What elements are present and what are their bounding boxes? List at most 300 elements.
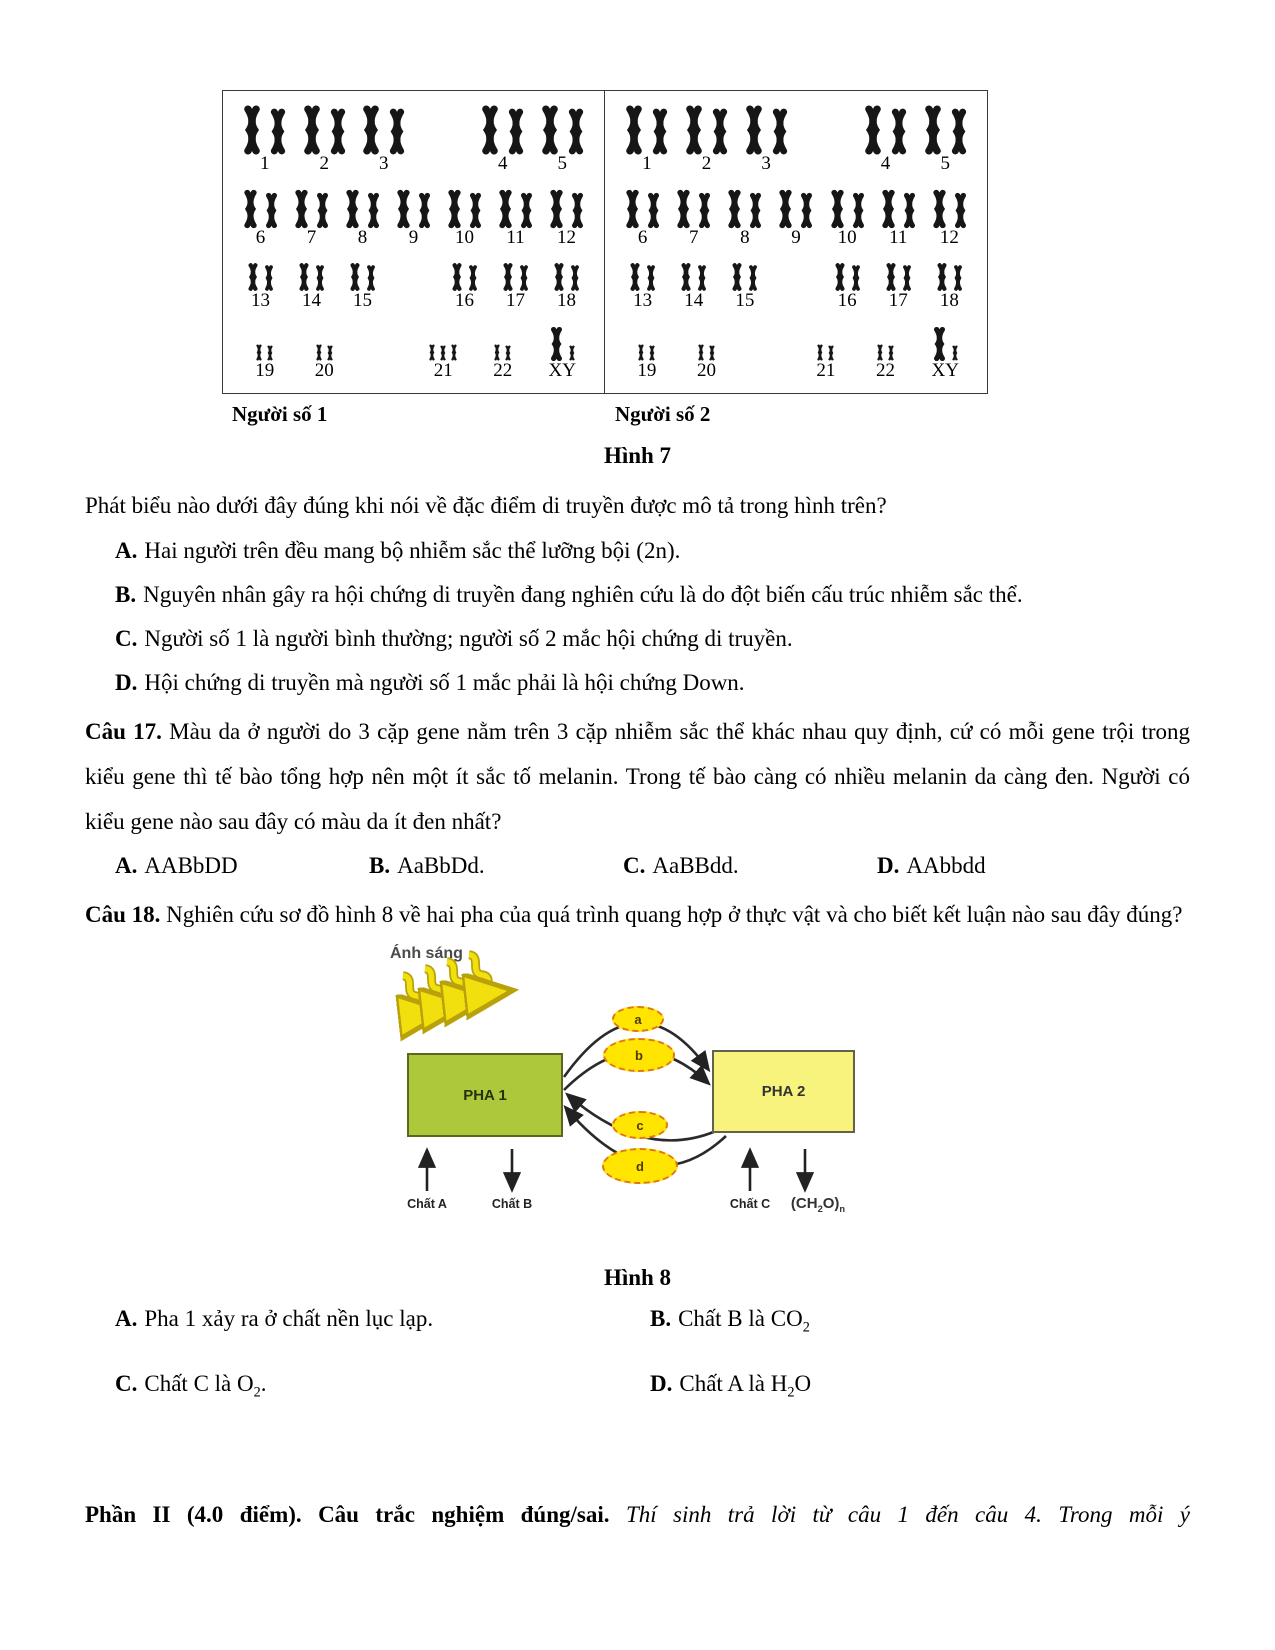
- chromosome-number: 14: [684, 290, 704, 312]
- chromosome-icon: [952, 194, 969, 227]
- chromosome-number: 18: [557, 290, 576, 312]
- chromosome-icon: [255, 345, 263, 360]
- chromosome-group-4: [473, 107, 533, 174]
- q17-option-c: [623, 844, 877, 888]
- chromosome-icon: [709, 110, 731, 153]
- chromosome-icon: [850, 194, 867, 227]
- chromosome-icon: [696, 266, 708, 290]
- chromosome-pair: [246, 264, 275, 290]
- chromosome-pair: [742, 107, 791, 153]
- chromosome-group-19: [617, 345, 677, 381]
- chromosome-pair: [445, 191, 484, 227]
- chromosome-number: 10: [455, 226, 474, 248]
- chromosome-pair: [240, 107, 289, 153]
- chromosome-icon: [467, 194, 484, 227]
- figure-7: [222, 90, 988, 427]
- chromosome-number: 3: [761, 153, 771, 174]
- q18-paragraph: [85, 892, 1190, 937]
- chromosome-icon: [742, 107, 766, 153]
- chromosome-icon: [548, 328, 565, 360]
- chromosome-icon: [708, 346, 716, 360]
- chromosome-number: 20: [697, 359, 716, 381]
- chromosome-group-2: [295, 107, 355, 174]
- chromosome-group-20: [677, 345, 737, 381]
- chromosome-icon: [649, 110, 671, 153]
- phase-2-box: PHA 2: [712, 1050, 855, 1133]
- chromosome-icon: [645, 266, 657, 290]
- option-key: B.: [650, 1306, 672, 1331]
- chromosome-pair: [315, 345, 334, 360]
- chromosome-group-9: [770, 191, 821, 248]
- part-2-italic: Thí sinh trả lời từ câu 1 đến câu 4. Trong mỗi ý: [625, 1502, 1191, 1528]
- chromosome-pair: [682, 107, 731, 153]
- option-text: Chất B là CO: [678, 1306, 803, 1331]
- figure-7-caption: Hình 7: [603, 443, 672, 468]
- chromosome-icon: [518, 194, 535, 227]
- chromosome-number: 16: [837, 290, 857, 312]
- chromosome-pair: [628, 264, 657, 290]
- option-text: Hai người trên đều mang bộ nhiễm sắc thể lưỡng bội (2n).: [144, 538, 681, 563]
- chromosome-icon: [300, 107, 324, 153]
- option-key: B.: [369, 853, 391, 878]
- q18-option-c: C. Chất C là $O_2$.: [115, 1370, 267, 1401]
- chromosome-group-8: [719, 191, 770, 248]
- option-key: A.: [115, 1306, 138, 1331]
- chromosome-icon: [725, 191, 744, 227]
- substance-c-label: Chất C: [729, 1197, 771, 1211]
- option-text: Chất A là H: [679, 1370, 788, 1396]
- chromosome-pair: [501, 264, 530, 290]
- chromosome-pair: [730, 264, 759, 290]
- chromosome-group-10: [822, 191, 873, 248]
- chromosome-icon: [552, 264, 566, 290]
- karyotype-row: [235, 191, 592, 248]
- chromosome-number: 6: [255, 226, 266, 248]
- chromosome-icon: [416, 194, 433, 227]
- bubble-c: c: [612, 1111, 668, 1139]
- chromosome-group-15: [337, 264, 388, 311]
- chromosome-icon: [505, 110, 527, 153]
- chromosome-icon: [292, 191, 311, 227]
- chromosome-icon: [263, 194, 280, 227]
- substance-b-label: Chất B: [491, 1197, 533, 1211]
- chromosome-group-7: [286, 191, 337, 248]
- q18-stem: Nghiên cứu sơ đồ hình 8 về hai pha của quá trình quang hợp ở thực vật và cho biết kết luận nào sau đây đúng?: [166, 902, 1183, 927]
- chromosome-number: 6: [637, 226, 648, 248]
- chromosome-icon: [730, 264, 744, 290]
- chromosome-icon: [876, 345, 884, 360]
- chromosome-number: 13: [251, 290, 270, 312]
- chromosome-group-21: [414, 345, 474, 381]
- chromosome-icon: [850, 266, 862, 290]
- chromosome-group-16: [822, 264, 873, 311]
- chromosome-icon: [769, 110, 791, 153]
- chromosome-number: 4: [498, 153, 508, 174]
- chromosome-group-18: [541, 264, 592, 311]
- chromosome-icon: [467, 266, 479, 290]
- chromosome-group-5: [533, 107, 593, 174]
- person-2-label: Người số 2: [615, 402, 711, 426]
- figure-8: [388, 945, 858, 1223]
- chromosome-number: 22: [493, 359, 513, 381]
- chromosome-icon: [343, 191, 362, 227]
- chromosome-pair: [930, 191, 969, 227]
- product-label: $(CH_2O)_n$: [790, 1195, 846, 1214]
- chromosome-pair: [884, 264, 913, 290]
- chromosome-icon: [450, 345, 458, 360]
- chromosome-pair: [828, 191, 867, 227]
- chromosome-icon: [879, 191, 898, 227]
- option-key: C.: [115, 1370, 138, 1396]
- chromosome-number: 20: [314, 359, 334, 381]
- chromosome-icon: [547, 191, 566, 227]
- q17-stem: Màu da ở người do 3 cặp gene nằm trên 3 cặp nhiễm sắc thể khác nhau quy định, cứ có mỗi gene trội trong kiểu gene thì tế bào tổng hợp nên một ít sắc tố melanin. Trong tế bào càng có nhiều melanin da càng đen. Người có kiểu gene nào sau đây có màu da ít đen nhất?: [85, 719, 1191, 834]
- q17-option-b: [369, 844, 623, 888]
- chromosome-icon: [645, 194, 662, 227]
- chromosome-group-19: [235, 345, 295, 381]
- option-text: Người số 1 là người bình thường; người số 2 mắc hội chứng di truyền.: [144, 626, 793, 651]
- chromosome-pair: [552, 264, 581, 290]
- chromosome-pair: [496, 191, 535, 227]
- chromosome-group-12: [541, 191, 592, 248]
- chromosome-number: 1: [260, 153, 270, 174]
- q17-label: Câu 17.: [85, 719, 162, 744]
- chromosome-pair: [450, 264, 479, 290]
- chromosome-group-8: [337, 191, 388, 248]
- karyotype-row: [617, 264, 975, 311]
- chromosome-pair: [816, 345, 835, 360]
- chromosome-icon: [386, 110, 408, 153]
- q16-stem: Phát biểu nào dưới đây đúng khi nói về đặc điểm di truyền được mô tả trong hình trên?: [85, 493, 887, 518]
- option-text: Hội chứng di truyền mà người số 1 mắc phải là hội chứng Down.: [144, 670, 745, 695]
- chromosome-group-21: [796, 345, 856, 381]
- chromosome-icon: [679, 264, 693, 290]
- chromosome-icon: [798, 194, 815, 227]
- q17-option-a: [115, 844, 369, 888]
- phase-1-box: PHA 1: [407, 1053, 563, 1137]
- chromosome-pair: [297, 264, 326, 290]
- chromosome-icon: [348, 264, 362, 290]
- chromosome-number: 18: [939, 290, 959, 312]
- chromosome-icon: [266, 346, 274, 360]
- option-key: D.: [877, 853, 900, 878]
- chromosome-group-4: [856, 107, 916, 174]
- q17-option-d: [877, 844, 1131, 888]
- chromosome-pair: [861, 107, 910, 153]
- chromosome-pair: [776, 191, 815, 227]
- chromosome-pair: [538, 107, 587, 153]
- chromosome-group-17: [873, 264, 924, 311]
- chromosome-icon: [776, 191, 795, 227]
- chromosome-icon: [569, 194, 586, 227]
- chromosome-icon: [315, 345, 323, 360]
- chromosome-icon: [648, 346, 656, 360]
- chromosome-pair: [478, 107, 527, 153]
- karyotype-row: [235, 328, 592, 381]
- q17-options: [85, 844, 1190, 888]
- chromosome-icon: [696, 194, 713, 227]
- chromosome-icon: [241, 191, 260, 227]
- chromosome-number: XY: [548, 359, 576, 381]
- chromosome-icon: [861, 107, 885, 153]
- chromosome-number: 10: [837, 226, 857, 248]
- chromosome-number: 2: [701, 153, 712, 174]
- chromosome-number: 15: [353, 290, 372, 312]
- chromosome-icon: [901, 266, 913, 290]
- chromosome-group-22: [856, 345, 916, 381]
- chromosome-number: 5: [940, 153, 950, 174]
- chromosome-group-17: [490, 264, 541, 311]
- karyotype-person-1: [223, 91, 605, 393]
- chromosome-icon: [884, 264, 898, 290]
- person-1-label: Người số 1: [232, 402, 328, 426]
- chromosome-icon: [622, 107, 646, 153]
- chromosome-icon: [445, 191, 464, 227]
- chromosome-icon: [931, 328, 948, 360]
- light-label: Ánh sáng: [390, 945, 463, 962]
- chromosome-icon: [697, 345, 705, 360]
- chromosome-icon: [504, 346, 512, 360]
- chromosome-group-13: [617, 264, 668, 311]
- chromosome-icon: [501, 264, 515, 290]
- option-text: AaBbDd.: [397, 853, 485, 878]
- option-key: A.: [115, 853, 138, 878]
- chromosome-icon: [496, 191, 515, 227]
- chromosome-icon: [637, 345, 645, 360]
- chromosome-icon: [948, 110, 970, 153]
- option-key: B.: [115, 582, 137, 607]
- q16-option-b: [85, 573, 1190, 617]
- chromosome-group-3: [354, 107, 414, 174]
- chromosome-pair: [622, 107, 671, 153]
- chromosome-number: 4: [880, 153, 891, 174]
- chromosome-pair: [725, 191, 764, 227]
- chromosome-pair: [833, 264, 862, 290]
- chromosome-group-9: [388, 191, 439, 248]
- chromosome-group-2: [677, 107, 737, 174]
- chromosome-group-7: [668, 191, 719, 248]
- chromosome-group-XY: [533, 328, 593, 381]
- chromosome-number: 14: [302, 290, 321, 312]
- q18-option-b: B. Chất B là $CO_2$: [650, 1306, 810, 1336]
- chromosome-icon: [365, 266, 377, 290]
- chromosome-group-11: [490, 191, 541, 248]
- chromosome-pair: [935, 264, 964, 290]
- chromosome-group-18: [924, 264, 975, 311]
- chromosome-pair: [359, 107, 408, 153]
- option-text: AABbDD: [144, 853, 238, 878]
- chromosome-group-14: [286, 264, 337, 311]
- chromosome-icon: [887, 346, 895, 360]
- karyotype-row: [235, 107, 592, 174]
- chromosome-icon: [240, 107, 264, 153]
- chromosome-icon: [493, 345, 501, 360]
- chromosome-number: 21: [433, 359, 453, 381]
- chromosome-icon: [674, 191, 693, 227]
- chromosome-number: 17: [888, 290, 908, 312]
- chromosome-number: 11: [889, 226, 908, 248]
- chromosome-icon: [267, 110, 289, 153]
- chromosome-icon: [628, 264, 642, 290]
- karyotype-figure-box: [222, 90, 988, 394]
- chromosome-icon: [518, 266, 530, 290]
- chromosome-icon: [565, 110, 587, 153]
- chromosome-icon: [682, 107, 706, 153]
- option-key: D.: [650, 1370, 673, 1396]
- chromosome-group-11: [873, 191, 924, 248]
- chromosome-group-5: [915, 107, 975, 174]
- chromosome-group-1: [235, 107, 295, 174]
- figure-8-caption: Hình 8: [603, 1265, 672, 1290]
- chromosome-group-XY: [915, 328, 975, 381]
- chromosome-icon: [359, 107, 383, 153]
- bubble-a: a: [612, 1006, 664, 1032]
- chromosome-number: 13: [633, 290, 653, 312]
- chromosome-icon: [747, 266, 759, 290]
- option-key: C.: [115, 626, 138, 651]
- karyotype-row: [617, 107, 975, 174]
- chromosome-number: 21: [816, 359, 836, 381]
- chromosome-number: 8: [740, 226, 750, 248]
- chromosome-icon: [428, 345, 436, 360]
- chromosome-number: 9: [408, 226, 419, 248]
- chromosome-pair: [876, 345, 895, 360]
- chromosome-icon: [263, 266, 275, 290]
- option-text: Chất C là O: [144, 1370, 254, 1396]
- chromosome-pair: [931, 328, 959, 360]
- chromosome-icon: [816, 345, 824, 360]
- chromosome-group-15: [719, 264, 770, 311]
- part-2-bold: Phần II (4.0 điểm). Câu trắc nghiệm đúng/sai.: [85, 1502, 610, 1528]
- chromosome-pair: [921, 107, 970, 153]
- chromosome-number: 9: [791, 226, 801, 248]
- chromosome-number: 15: [735, 290, 755, 312]
- bubble-b: b: [603, 1038, 675, 1072]
- chromosome-group-6: [235, 191, 286, 248]
- chromosome-number: 3: [379, 153, 389, 174]
- option-key: D.: [115, 670, 138, 695]
- chromosome-pair: [241, 191, 280, 227]
- chromosome-icon: [901, 194, 918, 227]
- chromosome-icon: [930, 191, 949, 227]
- q18-label: Câu 18.: [85, 902, 161, 927]
- chromosome-group-22: [473, 345, 533, 381]
- chromosome-group-14: [668, 264, 719, 311]
- chromosome-icon: [478, 107, 502, 153]
- chromosome-pair: [697, 345, 716, 360]
- chromosome-pair: [674, 191, 713, 227]
- chromosome-icon: [314, 194, 331, 227]
- chromosome-pair: [548, 328, 576, 360]
- chromosome-number: 17: [506, 290, 525, 312]
- karyotype-row: [617, 191, 975, 248]
- chromosome-pair: [547, 191, 586, 227]
- chromosome-pair: [428, 345, 458, 360]
- q18-option-d: D. Chất A là $H_2O$: [650, 1370, 812, 1401]
- chromosome-icon: [365, 194, 382, 227]
- chromosome-number: 19: [637, 359, 657, 381]
- chromosome-pair: [493, 345, 512, 360]
- substance-a-label: Chất A: [407, 1197, 447, 1211]
- part-2-heading: [85, 1492, 1190, 1537]
- chromosome-pair: [348, 264, 377, 290]
- chromosome-group-16: [439, 264, 490, 311]
- chromosome-pair: [679, 264, 708, 290]
- chromosome-icon: [935, 264, 949, 290]
- chromosome-icon: [568, 346, 576, 360]
- chromosome-icon: [246, 264, 260, 290]
- karyotype-row: [617, 328, 975, 381]
- chromosome-icon: [314, 266, 326, 290]
- chromosome-icon: [828, 191, 847, 227]
- chromosome-group-3: [736, 107, 796, 174]
- chromosome-number: 12: [557, 226, 576, 248]
- chromosome-pair: [255, 345, 274, 360]
- chromosome-number: 2: [319, 153, 329, 174]
- karyotype-labels: [222, 402, 988, 427]
- option-text: Nguyên nhân gây ra hội chứng di truyền đang nghiên cứu là do đột biến cấu trúc nhiễm sắc thể.: [143, 582, 1023, 607]
- option-text: AaBBdd.: [652, 853, 739, 878]
- q18-options: [85, 1291, 1190, 1420]
- chromosome-icon: [827, 346, 835, 360]
- karyotype-person-2: [605, 91, 987, 393]
- chromosome-group-1: [617, 107, 677, 174]
- chromosome-icon: [888, 110, 910, 153]
- chromosome-group-20: [295, 345, 355, 381]
- chromosome-number: 5: [557, 153, 567, 174]
- chromosome-icon: [833, 264, 847, 290]
- chromosome-pair: [879, 191, 918, 227]
- q16-option-a: [85, 529, 1190, 573]
- karyotype-row: [235, 264, 592, 311]
- bubble-d: d: [602, 1148, 678, 1184]
- chromosome-pair: [637, 345, 656, 360]
- q16-options: [85, 529, 1190, 705]
- chromosome-pair: [343, 191, 382, 227]
- chromosome-icon: [439, 346, 447, 360]
- chromosome-number: 12: [939, 226, 959, 248]
- chromosome-icon: [921, 107, 945, 153]
- q17-paragraph: [85, 709, 1190, 844]
- chromosome-group-6: [617, 191, 668, 248]
- q16-option-d: [85, 661, 1190, 705]
- chromosome-number: 11: [506, 226, 525, 248]
- q16-option-c: [85, 617, 1190, 661]
- chromosome-icon: [327, 110, 349, 153]
- chromosome-group-10: [439, 191, 490, 248]
- chromosome-icon: [623, 191, 642, 227]
- option-key: C.: [623, 853, 646, 878]
- chromosome-icon: [952, 266, 964, 290]
- chromosome-group-12: [924, 191, 975, 248]
- chromosome-pair: [394, 191, 433, 227]
- chromosome-number: XY: [931, 359, 959, 381]
- chromosome-number: 7: [688, 226, 699, 248]
- chromosome-icon: [569, 266, 581, 290]
- chromosome-pair: [623, 191, 662, 227]
- chromosome-icon: [951, 346, 959, 360]
- chromosome-group-13: [235, 264, 286, 311]
- chromosome-pair: [300, 107, 349, 153]
- option-key: A.: [115, 538, 138, 563]
- chromosome-icon: [450, 264, 464, 290]
- chromosome-number: 22: [876, 359, 896, 381]
- chromosome-pair: [292, 191, 331, 227]
- chromosome-number: 19: [255, 359, 275, 381]
- option-text: Pha 1 xảy ra ở chất nền lục lạp.: [144, 1306, 434, 1331]
- chromosome-icon: [326, 346, 334, 360]
- chromosome-icon: [297, 264, 311, 290]
